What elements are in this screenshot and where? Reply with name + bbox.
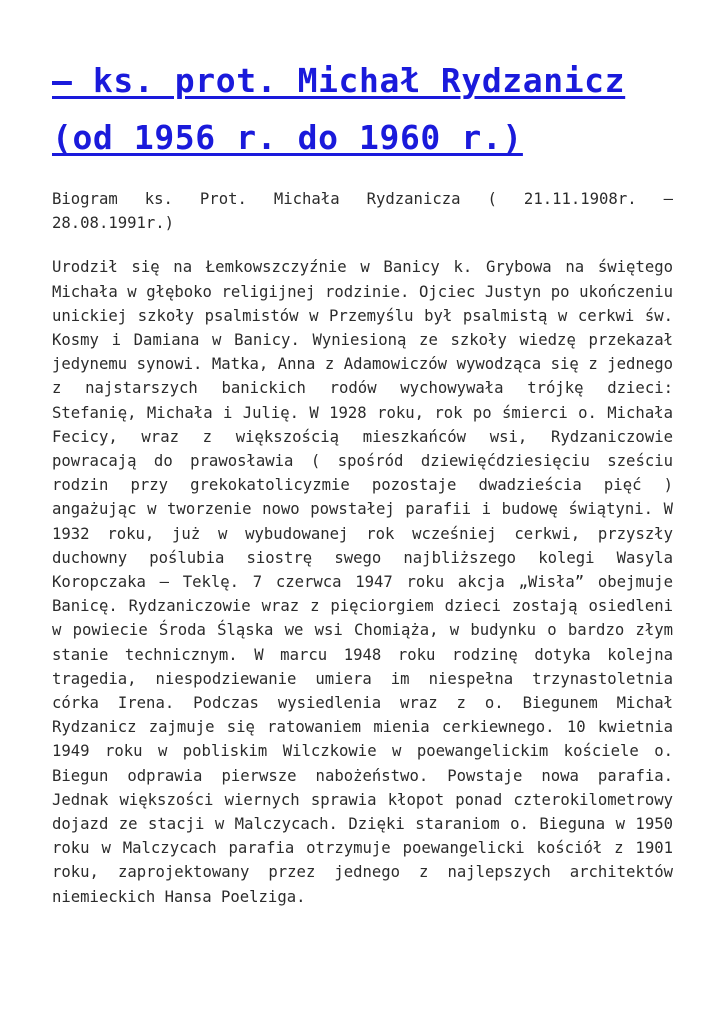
article-paragraph: Urodził się na Łemkowszczyźnie w Banicy k. Grybowa na świętego Michała w głęboko religijnej rodzinie. Ojciec Justyn po ukończeniu unickiej szkoły psalmistów w Przemyślu był psalmistą w cerkwi św. Kosmy i Damiana w Banicy. Wyniesioną ze szkoły wiedzę przekazał jedynemu synowi. Matka, Anna z Adamowiczów wywodząca się z jednego z najstarszych banickich rodów wychowywała trójkę dzieci: Stefanię, Michała i Julię. W 1928 roku, rok po śmierci o. Michała Fecicy, wraz z większością mieszkańców wsi, Rydzaniczowie powracają do prawosławia ( spośród dziewięćdziesięciu sześciu rodzin przy grekokatolicyzmie pozostaje dwadzieścia pięć ) angażując w tworzenie nowo powstałej parafii i budowę świątyni. W 1932 roku, już w wybudowanej rok wcześniej cerkwi, przyszły duchowny poślubia siostrę swego najbliższego kolegi Wasyla Koropczaka – Teklę. 7 czerwca 1947 roku akcja „Wisła” obejmuje Banicę. Rydzaniczowie wraz z pięciorgiem dzieci zostają osiedleni w powiecie Środa Śląska we wsi Chomiąża, w budynku o bardzo złym stanie technicznym. W marcu 1948 roku rodzinę dotyka kolejna tragedia, niespodziewanie umiera im niespełna trzynastoletnia córka Irena. Podczas wysiedlenia wraz z o. Biegunem Michał Rydzanicz zajmuje się ratowaniem mienia cerkiewnego. 10 kwietnia 1949 roku w pobliskim Wilczkowie w poewangelickim kościele o. Biegun odprawia pierwsze nabożeństwo. Powstaje nowa parafia. Jednak większości wiernych sprawia kłopot ponad czterokilometrowy dojazd ze stacji w Malczycach. Dzięki staraniom o. Bieguna w 1950 roku w Malczycach parafia otrzymuje poewangelicki kościół z 1901 roku, zaprojektowany przez jednego z najlepszych architektów niemieckich Hansa Poelziga.: [52, 258, 673, 906]
article-title-link[interactable]: – ks. prot. Michał Rydzanicz (od 1956 r. do 1960 r.): [52, 61, 626, 157]
article-title: [52, 52, 673, 166]
article-subtitle: Biogram ks. Prot. Michała Rydzanicza ( 21.11.1908r. – 28.08.1991r.): [52, 190, 673, 233]
article: [52, 52, 673, 909]
